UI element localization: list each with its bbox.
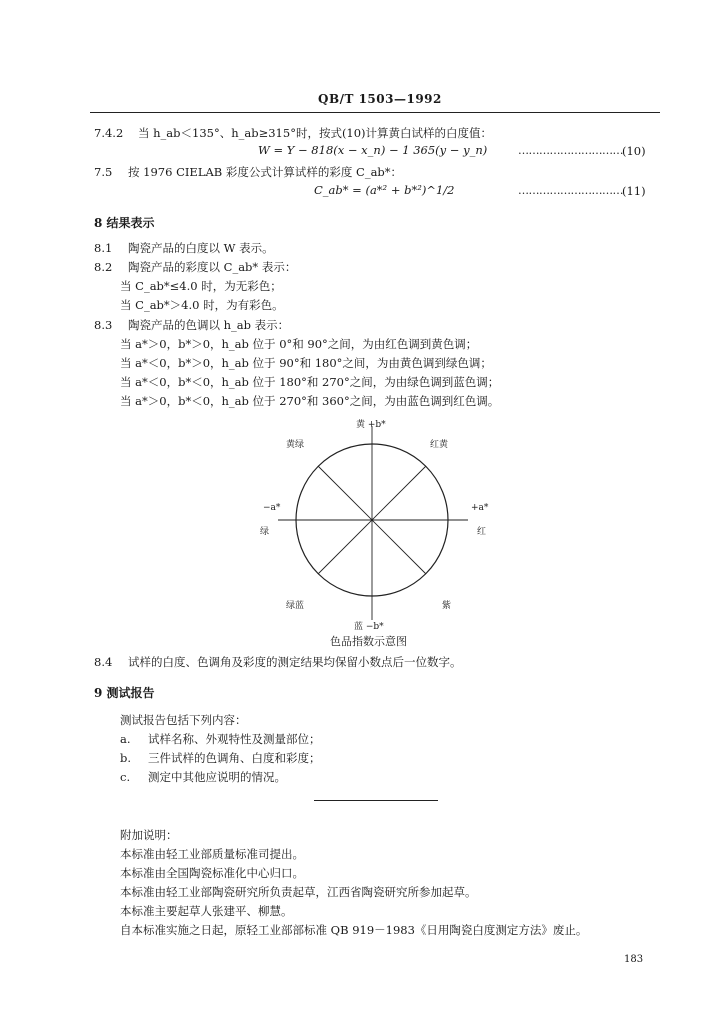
- equation-number: (11): [622, 184, 646, 198]
- clause-text: 按 1976 CIELAB 彩度公式计算试样的彩度 C_ab*：: [128, 165, 403, 179]
- condition-line: 当 C_ab*＞4.0 时，为有彩色。: [120, 298, 284, 312]
- leader-dots: …………………………: [518, 184, 623, 197]
- clause-number: 8.1: [94, 241, 113, 255]
- clause-number: 7.5: [94, 165, 113, 179]
- clause-text: 试样的白度、色调角及彩度的测定结果均保留小数点后一位数字。: [128, 655, 462, 669]
- note-line: 本标准由轻工业部质量标准司提出。: [120, 847, 304, 861]
- section-title: 9 测试报告: [94, 686, 155, 700]
- list-item: 试样名称、外观特性及测量部位；: [148, 732, 321, 746]
- section-title: 8 结果表示: [94, 216, 155, 230]
- label-bottom-left: 绿蓝: [286, 601, 305, 611]
- list-item: 测定中其他应说明的情况。: [148, 770, 286, 784]
- clause-text: 陶瓷产品的色调以 h_ab 表示：: [128, 318, 290, 332]
- figure-caption: 色品指数示意图: [330, 635, 407, 648]
- clause-number: 8.2: [94, 260, 113, 274]
- condition-line: 当 a*＞0，b*＜0，h_ab 位于 270°和 360°之间，为由蓝色调到红色调。: [120, 394, 500, 408]
- report-intro: 测试报告包括下列内容：: [120, 713, 247, 727]
- note-line: 本标准由轻工业部陶瓷研究所负责起草，江西省陶瓷研究所参加起草。: [120, 885, 477, 899]
- list-item-mark: b.: [120, 751, 132, 765]
- clause-number: 8.4: [94, 655, 113, 669]
- equation-number: (10): [622, 144, 646, 158]
- condition-line: 当 a*＜0，b*＞0，h_ab 位于 90°和 180°之间，为由黄色调到绿色调；: [120, 356, 492, 370]
- end-rule: [314, 800, 438, 801]
- clause-number: 7.4.2: [94, 126, 124, 140]
- page-number: 183: [624, 954, 644, 965]
- notes-title: 附加说明：: [120, 828, 178, 842]
- label-top-right: 红黄: [430, 440, 449, 450]
- label-right-2: 红: [477, 527, 487, 537]
- header-rule: [90, 112, 660, 113]
- document-header: QB/T 1503—1992: [318, 92, 442, 106]
- list-item: 三件试样的色调角、白度和彩度；: [148, 751, 321, 765]
- formula-11: C_ab* = (a*² + b*²)^1/2: [314, 183, 455, 197]
- formula-10: W = Y − 818(x − x_n) − 1 365(y − y_n): [258, 143, 488, 157]
- label-bottom: 蓝 −b*: [354, 622, 384, 632]
- clause-text: 当 h_ab＜135°、h_ab≥315°时，按式(10)计算黄白试样的白度值：: [138, 126, 493, 140]
- list-item-mark: c.: [120, 770, 131, 784]
- chromaticity-diagram: [240, 412, 500, 637]
- label-bottom-right: 紫: [442, 601, 452, 611]
- clause-number: 8.3: [94, 318, 113, 332]
- condition-line: 当 a*＜0，b*＜0，h_ab 位于 180°和 270°之间，为由绿色调到蓝色调；: [120, 375, 500, 389]
- note-line: 本标准由全国陶瓷标准化中心归口。: [120, 866, 304, 880]
- label-left: −a*: [263, 503, 281, 513]
- note-line: 自本标准实施之日起，原轻工业部部标准 QB 919－1983《日用陶瓷白度测定方法》废止。: [120, 923, 588, 937]
- label-left-2: 绿: [260, 527, 270, 537]
- note-line: 本标准主要起草人张建平、柳慧。: [120, 904, 293, 918]
- leader-dots: …………………………: [518, 144, 623, 157]
- label-top-left: 黄绿: [286, 440, 305, 450]
- condition-line: 当 C_ab*≤4.0 时，为无彩色；: [120, 279, 282, 293]
- clause-text: 陶瓷产品的彩度以 C_ab* 表示：: [128, 260, 297, 274]
- condition-line: 当 a*＞0，b*＞0，h_ab 位于 0°和 90°之间，为由红色调到黄色调；: [120, 337, 478, 351]
- list-item-mark: a.: [120, 732, 131, 746]
- label-right: +a*: [471, 503, 489, 513]
- label-top: 黄 +b*: [356, 420, 386, 430]
- clause-text: 陶瓷产品的白度以 W 表示。: [128, 241, 274, 255]
